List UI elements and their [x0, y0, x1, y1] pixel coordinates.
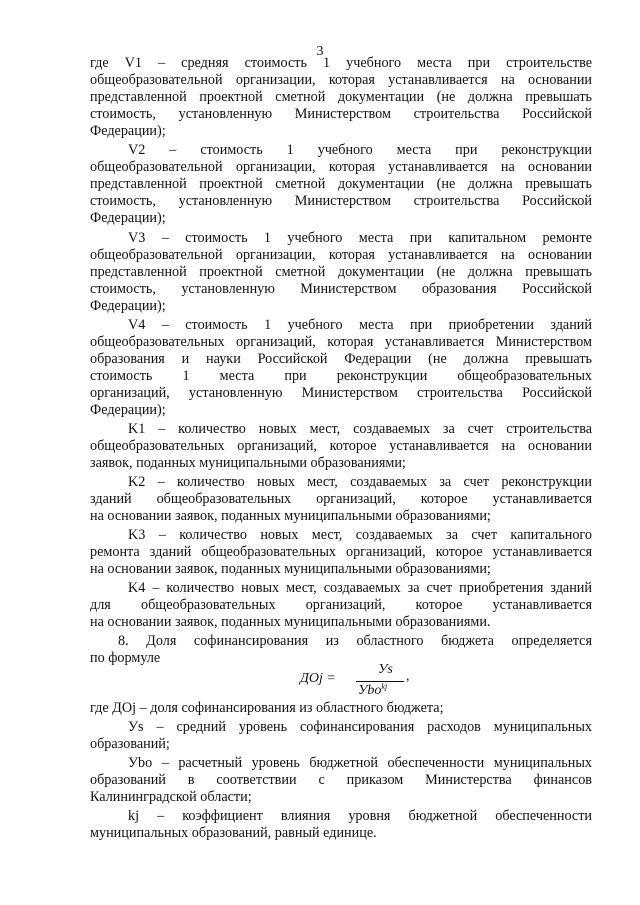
text-line: на основании заявок, поданных муниципальными образованиями; — [90, 561, 491, 577]
text-line: K4 – количество новых мест, создаваемых за счет приобретения зданий — [128, 580, 592, 596]
text-line: Федерации); — [90, 210, 166, 226]
text-line: Федерации); — [90, 298, 166, 314]
text-line: муниципальных образований, равный единице. — [90, 825, 377, 841]
text-line: V3 – стоимость 1 учебного места при капитальном ремонте — [128, 230, 592, 246]
formula-comma: , — [406, 669, 410, 684]
text-line: V4 – стоимость 1 учебного места при приобретении зданий — [128, 317, 592, 333]
text-line: для общеобразовательных организаций, которое устанавливается — [90, 597, 592, 613]
text-line: стоимость, установленную Министерством образования Российской — [90, 281, 592, 297]
text-line: ремонта зданий общеобразовательных организаций, которое устанавливается — [90, 544, 592, 560]
text-line: на основании заявок, поданных муниципальными образованиями; — [90, 508, 491, 524]
text-line: на основании заявок, поданных муниципальными образованиями. — [90, 614, 491, 630]
formula-exponent: kj — [381, 682, 388, 691]
text-line: организаций, установленную Министерством строительства Российской — [90, 385, 592, 401]
text-line: 8. Доля софинансирования из областного бюджета определяется — [118, 633, 592, 649]
page-number: 3 — [316, 44, 324, 59]
text-line: где ДОj – доля софинансирования из областного бюджета; — [90, 700, 444, 716]
text-line: V2 – стоимость 1 учебного места при реконструкции — [128, 142, 592, 158]
text-line: общеобразовательной организации, которая устанавливается на основании — [90, 159, 592, 175]
text-line: стоимость, установленную Министерством строительства Российской — [90, 106, 592, 122]
text-line: стоимость 1 места при реконструкции общеобразовательных — [90, 368, 592, 384]
cofinancing-formula — [300, 662, 440, 702]
text-line: kj – коэффициент влияния уровня бюджетной обеспеченности — [128, 808, 592, 824]
text-line: Калининградской области; — [90, 789, 252, 805]
text-line: по формуле — [90, 650, 161, 666]
text-line: Федерации); — [90, 402, 166, 418]
text-line: общеобразовательной организации, которая устанавливается на основании — [90, 247, 592, 263]
text-line: представленной проектной сметной документации (не должна превышать — [90, 264, 592, 280]
text-line: Уbo – расчетный уровень бюджетной обеспеченности муниципальных — [128, 755, 592, 771]
text-line: Федерации); — [90, 123, 166, 139]
formula-denominator: Уbo$^{kj}$ — [358, 682, 388, 698]
text-line: общеобразовательных организаций, которая устанавливается Министерством — [90, 334, 592, 350]
text-line: K1 – количество новых мест, создаваемых за счет строительства — [128, 421, 592, 437]
text-line: образований; — [90, 736, 170, 752]
text-line: зданий общеобразовательных организаций, которое устанавливается — [90, 491, 592, 507]
text-line: стоимость, установленную Министерством строительства Российской — [90, 193, 592, 209]
text-line: K2 – количество новых мест, создаваемых за счет реконструкции — [128, 474, 592, 490]
formula-numerator: Уs — [378, 662, 393, 677]
text-line: образований в соответствии с приказом Министерства финансов — [90, 772, 592, 788]
text-line: Уs – средний уровень софинансирования расходов муниципальных — [128, 719, 592, 735]
text-line: представленной проектной сметной документации (не должна превышать — [90, 89, 592, 105]
text-line: где V1 – средняя стоимость 1 учебного места при строительстве — [90, 55, 592, 71]
text-line: образования и науки Российской Федерации (не должна превышать — [90, 351, 592, 367]
text-line: общеобразовательных организаций, которое устанавливается на основании — [90, 438, 592, 454]
text-line: заявок, поданных муниципальными образованиями; — [90, 455, 406, 471]
text-line: представленной проектной сметной документации (не должна превышать — [90, 176, 592, 192]
text-line: K3 – количество новых мест, создаваемых за счет капитального — [128, 527, 592, 543]
text-line: общеобразовательной организации, которая устанавливается на основании — [90, 72, 592, 88]
formula-lhs: ДОj = — [300, 671, 336, 686]
